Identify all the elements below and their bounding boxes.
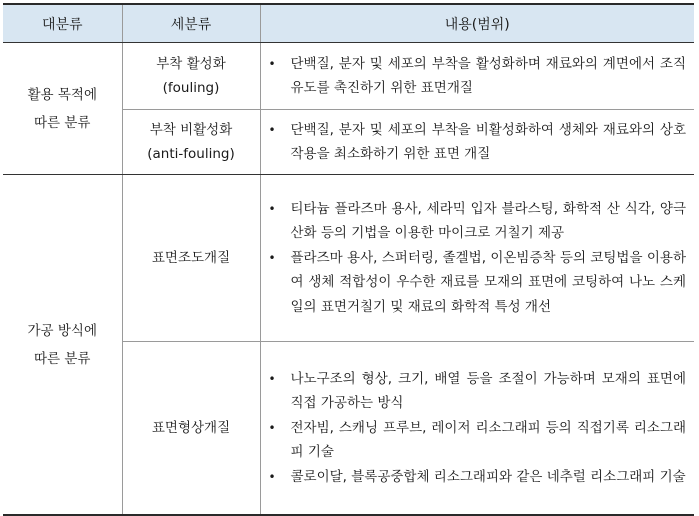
list-item: • 티타늄 플라즈마 용사, 세라믹 입자 블라스팅, 화학적 산 식각, 양극산화 등의 기법을 이용한 마이크로 거칠기 제공 [268, 200, 686, 242]
header-sub-category: 세분류 [122, 4, 260, 43]
header-content-scope: 내용(범위) [260, 4, 694, 43]
list-item: • 플라즈마 용사, 스퍼터링, 졸겔법, 이온빔증착 등의 코팅법을 이용하여 생체 적합성이 우수한 재료를 모재의 표면에 코팅하여 나노 스케일의 표면거칠기 및 재료의 화학적 특성 개선 [268, 249, 686, 315]
major-category-processing: 가공 방식에 따른 분류 [3, 175, 122, 516]
list-item: • 단백질, 분자 및 세포의 부착을 비활성화하여 생체와 재료와의 상호작용을 최소화하기 위한 표면 개질 [268, 121, 686, 162]
list-item: • 나노구조의 형상, 크기, 배열 등을 조절이 가능하며 모재의 표면에 직접 가공하는 방식 [268, 370, 686, 412]
content-surface-roughness [260, 175, 694, 342]
list-item: • 전자빔, 스캐닝 프루브, 레이저 리소그래피 등의 직접기록 리소그래피 기술 [268, 419, 686, 461]
content-fouling [260, 43, 694, 110]
sub-category-anti-fouling: 부착 비활성화 (anti-fouling) [122, 110, 260, 175]
major-category-purpose: 활용 목적에 따른 분류 [3, 43, 122, 175]
content-anti-fouling [260, 110, 694, 175]
table-row [3, 175, 694, 342]
sub-category-surface-roughness: 표면조도개질 [122, 175, 260, 342]
sub-category-surface-shape: 표면형상개질 [122, 342, 260, 516]
classification-table [3, 3, 694, 516]
sub-category-fouling: 부착 활성화 (fouling) [122, 43, 260, 110]
content-surface-shape [260, 342, 694, 516]
list-item: • 단백질, 분자 및 세포의 부착을 활성화하며 재료와의 계면에서 조직유도를 촉진하기 위한 표면개질 [268, 55, 686, 96]
header-row [3, 4, 694, 43]
table-row [3, 43, 694, 110]
header-major-category: 대분류 [3, 4, 122, 43]
list-item: • 콜로이달, 블록공중합체 리소그래피와 같은 네추럴 리소그래피 기술 [268, 468, 686, 485]
